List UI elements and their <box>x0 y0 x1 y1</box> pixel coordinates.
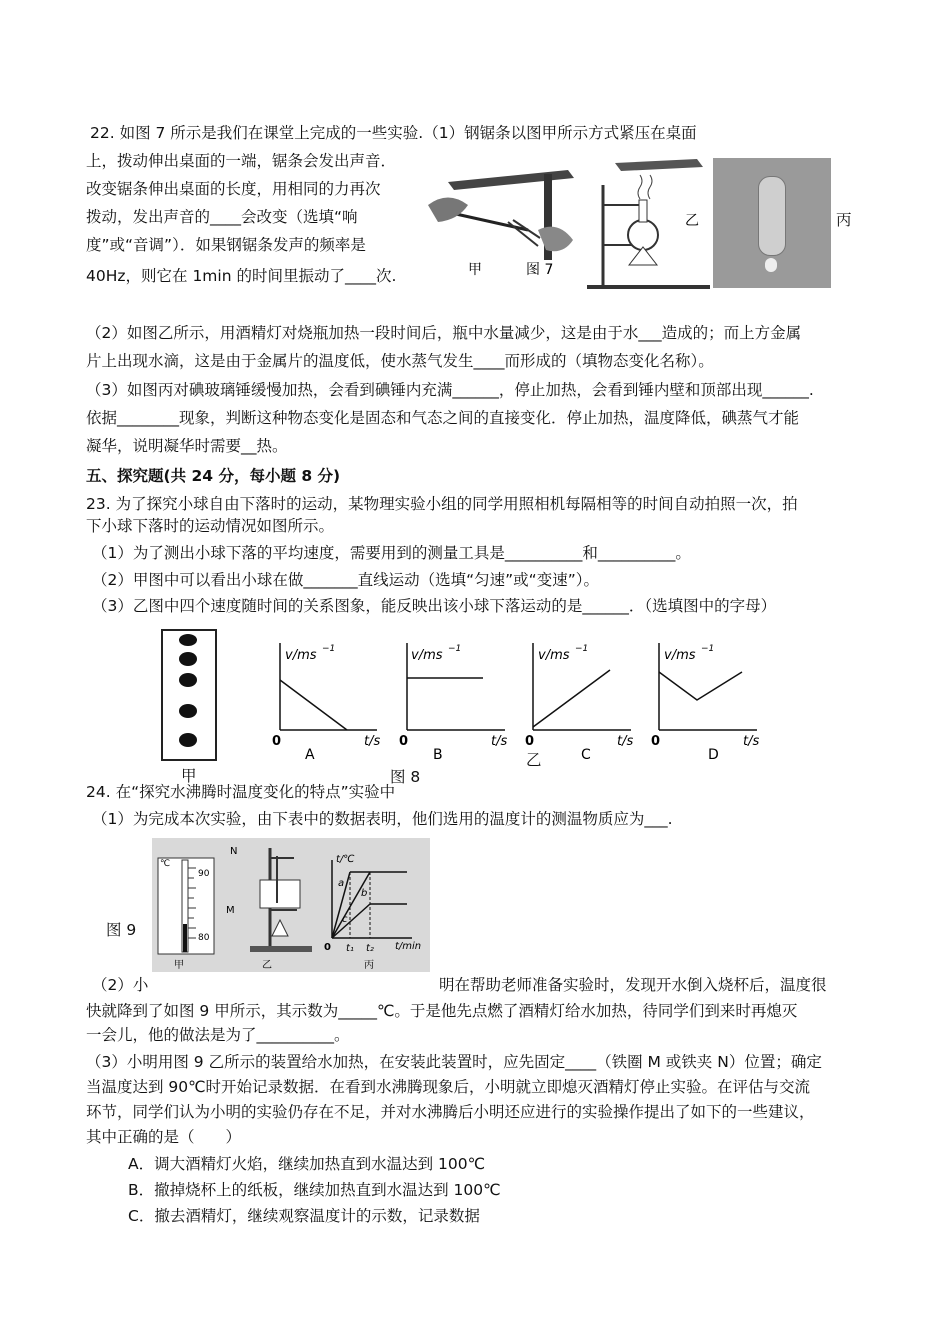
svg-text:t/℃: t/℃ <box>336 854 355 865</box>
q24-part2-line3: 一会儿，他的做法是为了__________。 <box>86 1026 350 1044</box>
svg-text:a: a <box>338 878 345 889</box>
svg-text:甲: 甲 <box>174 960 184 971</box>
figure-8-jia-falling-ball <box>160 628 220 763</box>
q22-line3: 改变锯条伸出桌面的长度，用相同的力再次 <box>86 180 381 198</box>
q22-line5: 度”或“音调”）．如果钢锯条发声的频率是 <box>86 236 366 254</box>
fig9-thermometer <box>158 858 214 971</box>
figure-7-bing-iodine-photo <box>713 158 831 288</box>
fig7-caption: 图 7 <box>526 262 554 278</box>
q22-line1: 22. 如图 7 所示是我们在课堂上完成的一些实验.（1）钢锯条以图甲所示方式紧压在桌面 <box>90 124 697 142</box>
q24-line1: 24. 在“探究水沸腾时温度变化的特点”实验中 <box>86 783 396 801</box>
q24-option-c: C．撤去酒精灯，继续观察温度计的示数，记录数据 <box>128 1207 480 1225</box>
fig9-caption: 图 9 <box>106 921 137 939</box>
svg-text:M: M <box>226 905 235 916</box>
svg-text:v/ms: v/ms <box>538 648 570 663</box>
q22-line4: 拨动，发出声音的____会改变（选填“响 <box>86 208 358 226</box>
q22-part2-line2: 片上出现水滴，这是由于金属片的温度低，使水蒸气发生____而形成的（填物态变化名称）。 <box>86 352 714 370</box>
q24-part2-start: （2）小 <box>92 976 149 994</box>
svg-text:c: c <box>342 914 348 925</box>
figure-7-jia-saw <box>428 150 588 285</box>
svg-text:t₁: t₁ <box>346 943 354 954</box>
fig7-label-bing: 丙 <box>836 211 852 229</box>
q24-part3-line1: （3）小明用图 9 乙所示的装置给水加热，在安装此装置时，应先固定____（铁圈 M 或铁夹 N）位置；确定 <box>86 1053 822 1071</box>
svg-text:v/ms: v/ms <box>285 648 317 663</box>
figure-7-yi-flask <box>585 155 715 293</box>
svg-text:v/ms: v/ms <box>411 648 443 663</box>
q22-line6: 40Hz，则它在 1min 的时间里振动了____次. <box>86 267 397 285</box>
svg-text:t/min: t/min <box>395 941 422 952</box>
q22-part3-line2: 依据________现象，判断这种物态变化是固态和气态之间的直接变化．停止加热，温度降低，碘蒸气才能 <box>86 409 800 427</box>
q23-part2: （2）甲图中可以看出小球在做_______直线运动（选填“匀速”或“变速”）。 <box>92 571 599 589</box>
section-5-heading: 五、探究题(共 24 分，每小题 8 分) <box>86 467 341 485</box>
svg-text:乙: 乙 <box>262 960 272 971</box>
svg-text:N: N <box>230 846 238 857</box>
fig8-caption: 图 8 <box>390 768 421 786</box>
graph-letter-B: B <box>433 747 443 763</box>
svg-text:t/s: t/s <box>364 734 381 749</box>
svg-text:b: b <box>361 888 368 899</box>
fig8-label-jia: 甲 <box>181 767 197 785</box>
fig7-label-yi: 乙 <box>685 213 699 229</box>
svg-text:丙: 丙 <box>364 960 374 971</box>
q23-line1: 23. 为了探究小球自由下落时的运动，某物理实验小组的同学用照相机每隔相等的时间自动拍照一次，拍 <box>86 495 798 513</box>
svg-text:t/s: t/s <box>743 734 760 749</box>
svg-text:−1: −1 <box>322 644 336 654</box>
svg-text:90: 90 <box>198 869 210 879</box>
svg-text:−1: −1 <box>448 644 462 654</box>
q22-part3-line3: 凝华，说明凝华时需要__热。 <box>86 437 288 455</box>
svg-text:v/ms: v/ms <box>664 648 696 663</box>
q23-part1: （1）为了测出小球下落的平均速度，需要用到的测量工具是__________和__________。 <box>92 544 691 562</box>
q24-part3-line3: 环节，同学们认为小明的实验仍存在不足，并对水沸腾后小明还应进行的实验操作提出了如下的一些建议， <box>86 1103 815 1121</box>
figure-9 <box>152 838 430 972</box>
q23-part3: （3）乙图中四个速度随时间的关系图象，能反映出该小球下落运动的是______．（选填图中的字母） <box>92 597 777 615</box>
svg-text:℃: ℃ <box>160 859 171 869</box>
q22-part2-line1: （2）如图乙所示，用酒精灯对烧瓶加热一段时间后，瓶中水量减少，这是由于水___造成的；而上方金属 <box>86 324 802 342</box>
q24-part2-line2: 快就降到了如图 9 甲所示，其示数为_____℃。于是他先点燃了酒精灯给水加热，待同学们到来时再熄灭 <box>86 1002 798 1020</box>
svg-text:0: 0 <box>324 942 331 953</box>
graph-letter-A: A <box>305 747 315 763</box>
svg-text:t₂: t₂ <box>366 943 374 954</box>
graph-letter-C: C <box>581 747 591 763</box>
q22-part3-line1: （3）如图丙对碘玻璃锤缓慢加热，会看到碘锤内充满______，停止加热，会看到锤内壁和顶部出现______. <box>86 381 814 399</box>
svg-text:−1: −1 <box>575 644 589 654</box>
fig8-label-yi: 乙 <box>526 751 542 769</box>
q22-line2: 上，拨动伸出桌面的一端，锯条会发出声音． <box>86 152 397 170</box>
q24-option-a: A．调大酒精灯火焰，继续加热直到水温达到 100℃ <box>128 1155 486 1173</box>
graph-letter-D: D <box>708 747 719 763</box>
q24-part3-line4: 其中正确的是（ ） <box>86 1128 242 1146</box>
svg-text:t/s: t/s <box>491 734 508 749</box>
svg-text:0: 0 <box>399 734 409 749</box>
svg-text:80: 80 <box>198 933 210 943</box>
figure-8-vt-graphs <box>265 635 770 765</box>
q24-part1: （1）为完成本次实验，由下表中的数据表明，他们选用的温度计的测温物质应为___. <box>92 810 673 828</box>
svg-text:t/s: t/s <box>617 734 634 749</box>
q23-line2: 下小球下落时的运动情况如图所示。 <box>86 517 335 535</box>
q24-option-b: B．撤掉烧杯上的纸板，继续加热直到水温达到 100℃ <box>128 1181 501 1199</box>
fig7-label-jia: 甲 <box>468 262 482 278</box>
svg-text:0: 0 <box>651 734 661 749</box>
svg-text:0: 0 <box>272 734 282 749</box>
svg-text:−1: −1 <box>701 644 715 654</box>
q24-part3-line2: 当温度达到 90℃时开始记录数据．在看到水沸腾现象后，小明就立即熄灭酒精灯停止实验。在评估与交流 <box>86 1078 811 1096</box>
q24-part2-rest: 明在帮助老师准备实验时，发现开水倒入烧杯后，温度很 <box>439 976 827 994</box>
svg-text:0: 0 <box>525 734 535 749</box>
